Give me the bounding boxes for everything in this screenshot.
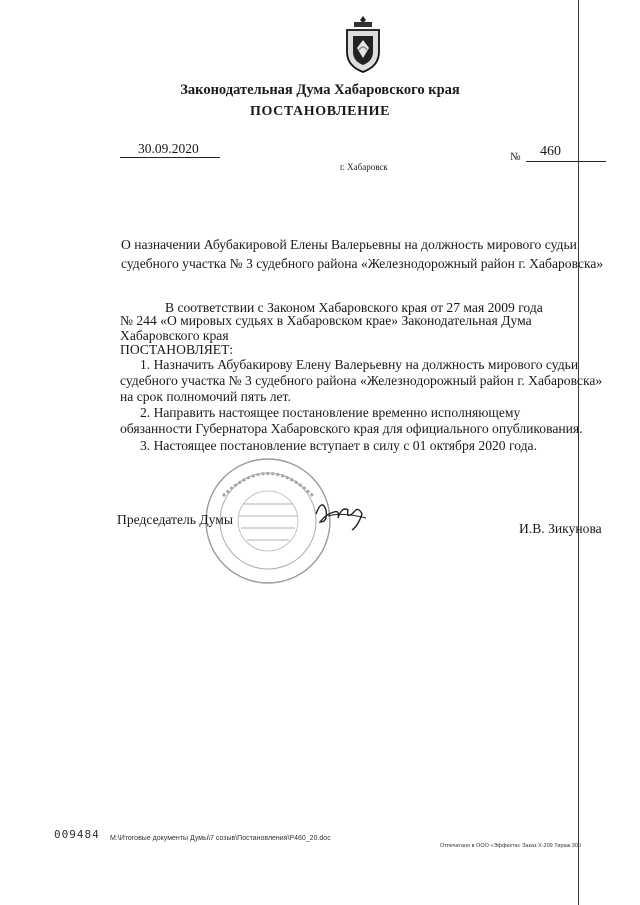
document-number: 460 [540, 144, 561, 159]
signatory-name: И.В. Зикунова [519, 521, 602, 536]
organization-title: Законодательная Дума Хабаровского края [180, 82, 460, 98]
printer-note: Отпечатано в ООО «Эффекта» Заказ Х-209 Тираж 300 [440, 843, 581, 849]
preamble-line-3: Хабаровского края [120, 328, 229, 343]
number-underline [526, 161, 606, 162]
number-sign: № [510, 151, 521, 163]
document-date: 30.09.2020 [138, 141, 199, 156]
date-underline [120, 157, 220, 158]
item-3-line-1: 3. Настоящее постановление вступает в силу с 01 октября 2020 года. [140, 438, 537, 453]
document-city: г. Хабаровск [340, 162, 388, 172]
document-type-title: ПОСТАНОВЛЕНИЕ [249, 104, 391, 119]
registration-number: 009484 [54, 828, 100, 841]
scan-edge-line [578, 0, 579, 905]
preamble-line-2: № 244 «О мировых судьях в Хабаровском крае» Законодательная Дума [120, 313, 532, 328]
preamble-line-1: В соответствии с Законом Хабаровского края от 27 мая 2009 года [165, 300, 543, 315]
preamble-line-4: ПОСТАНОВЛЯЕТ: [120, 342, 234, 357]
subject-line-1: О назначении Абубакировой Елены Валерьевны на должность мирового судьи [121, 237, 577, 252]
item-2-line-1: 2. Направить настоящее постановление временно исполняющему [140, 405, 521, 420]
khabarovsk-coat-of-arms-icon [339, 14, 387, 76]
item-2-line-2: обязанности Губернатора Хабаровского края для официального опубликования. [120, 421, 583, 436]
signatory-position: Председатель Думы [117, 512, 234, 527]
item-1-line-1: 1. Назначить Абубакирову Елену Валерьевну на должность мирового судьи [140, 357, 579, 372]
item-1-line-3: на срок полномочий пять лет. [120, 389, 291, 404]
subject-line-2: судебного участка № 3 судебного района «Железнодорожный район г. Хабаровска» [121, 256, 604, 271]
item-1-line-2: судебного участка № 3 судебного района «Железнодорожный район г. Хабаровска» [120, 373, 603, 388]
handwritten-signature-icon [312, 492, 372, 534]
file-path: M:\Итоговые документы Думы\7 созыв\Постановления\Р460_20.doc [110, 835, 331, 842]
